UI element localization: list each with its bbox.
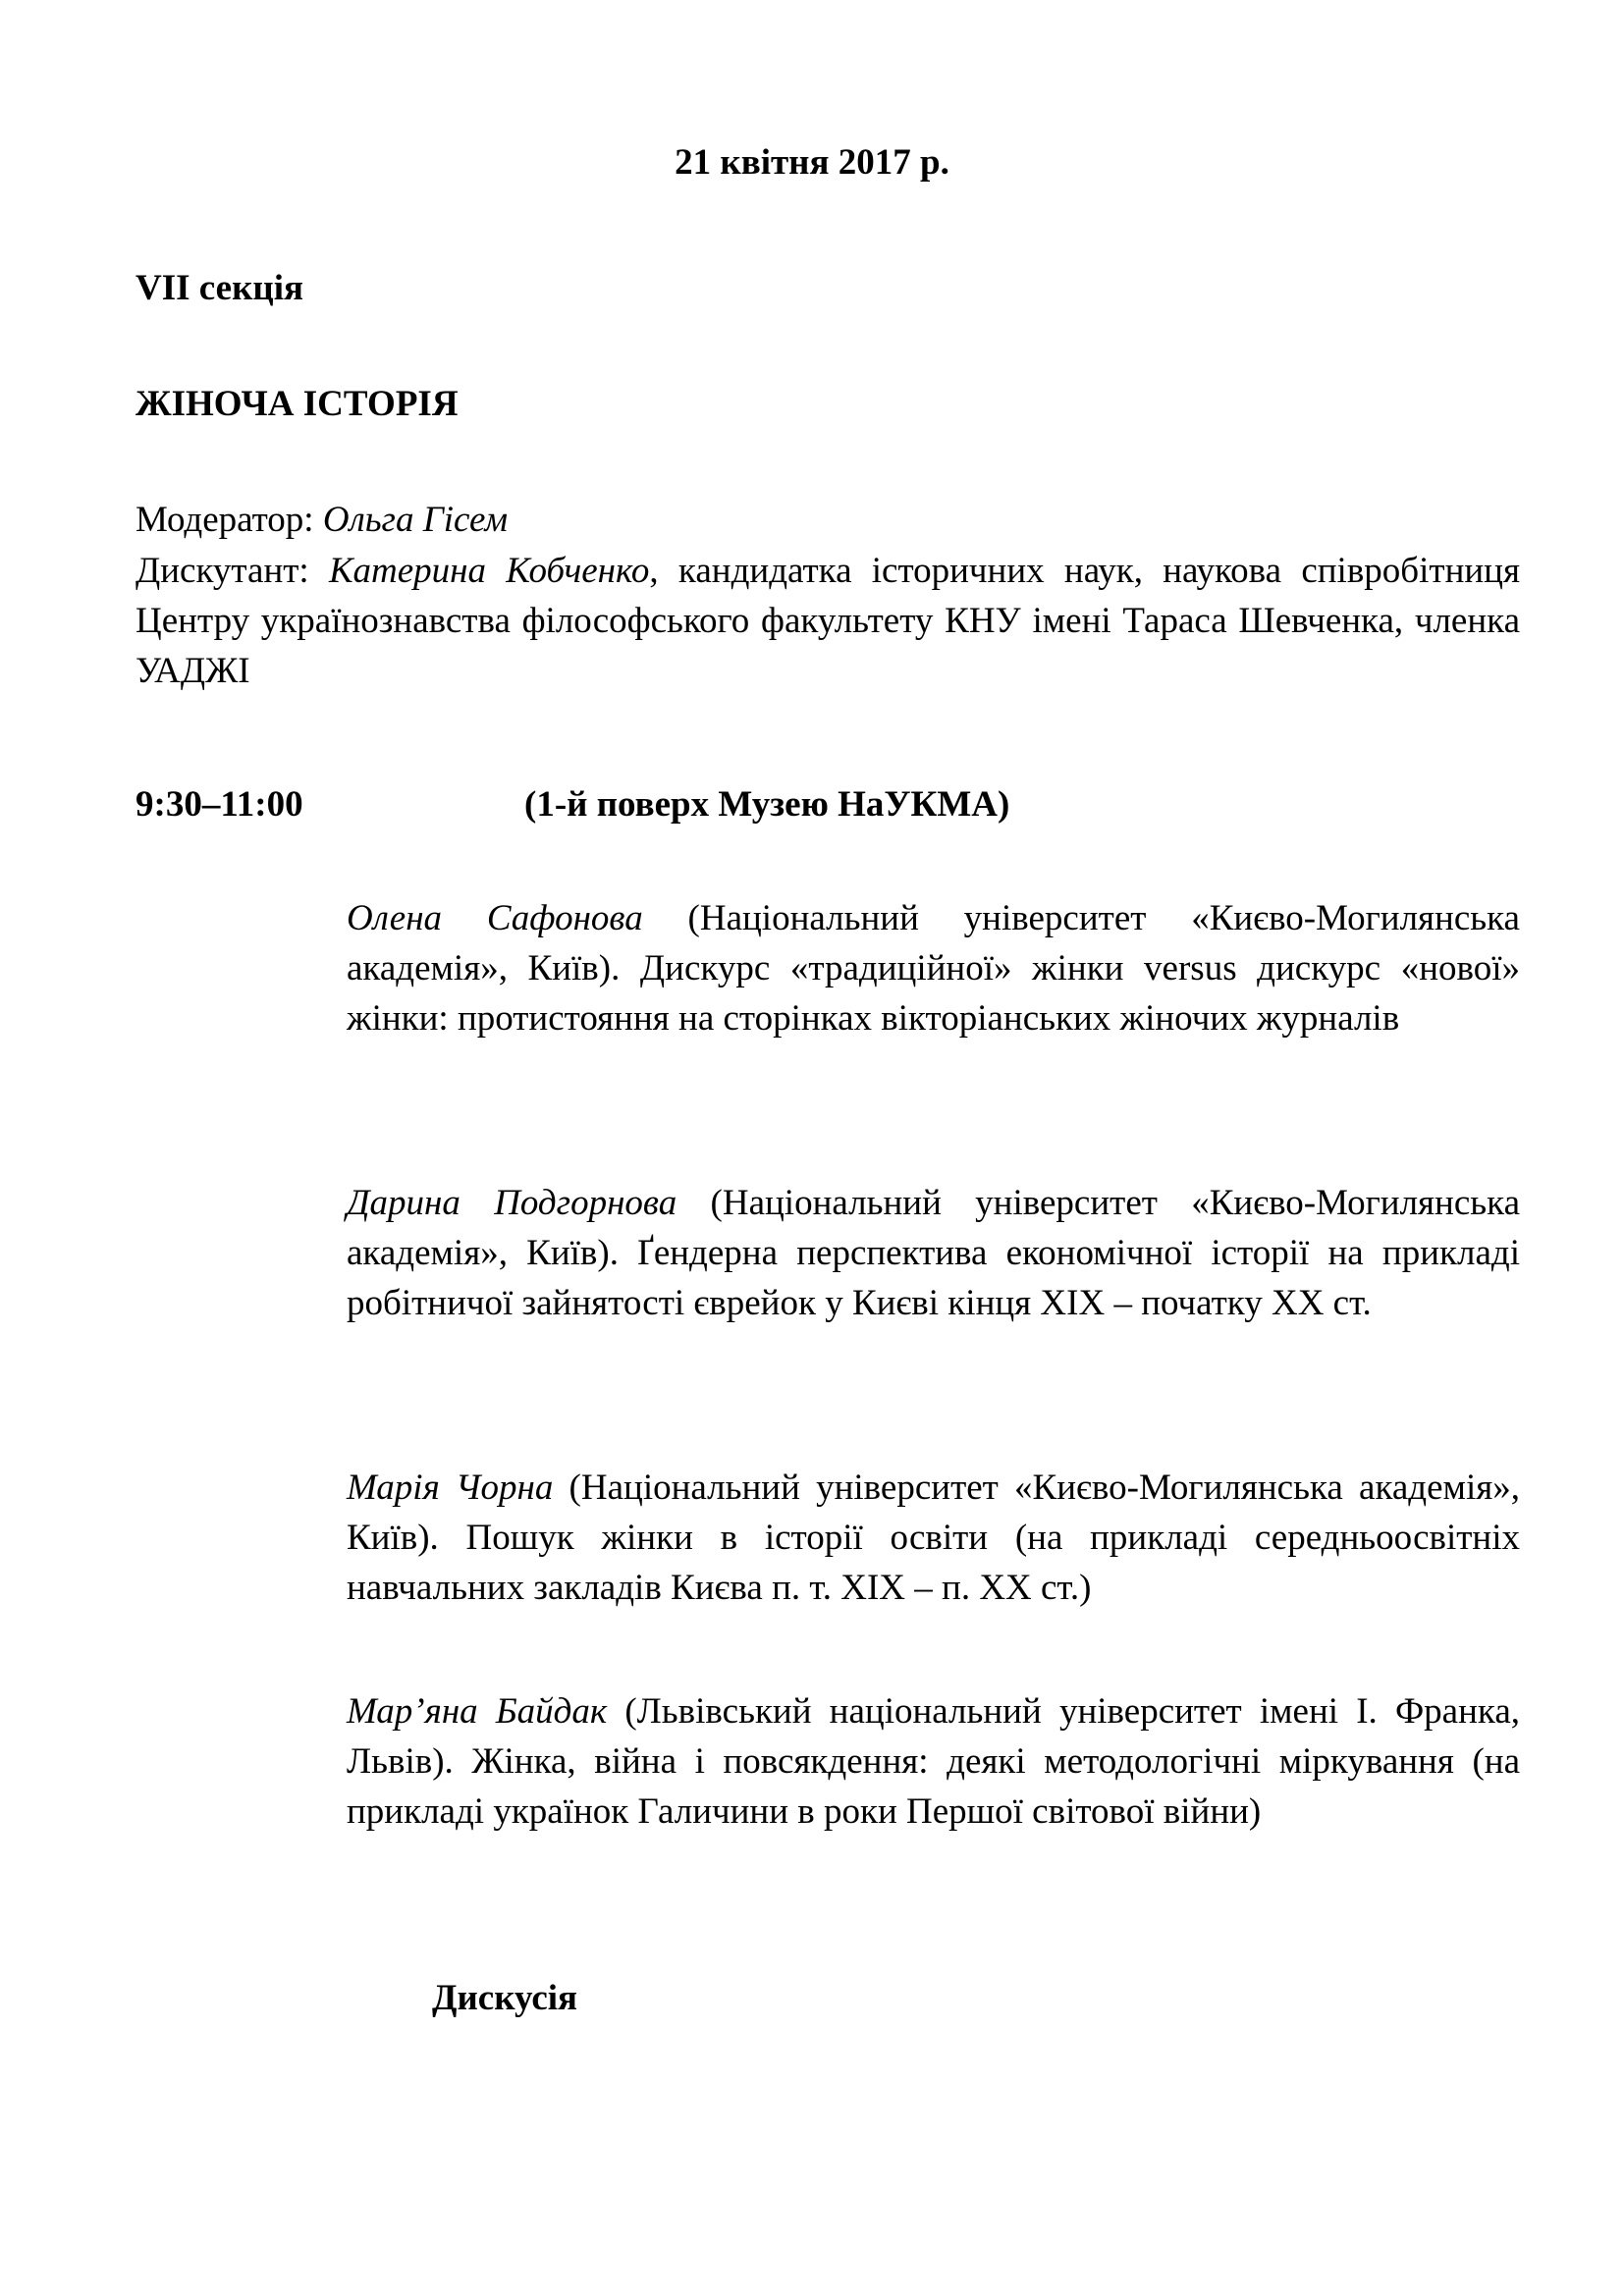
talk-item	[347, 893, 1520, 1043]
talk-speaker: Дарина Подгорнова	[347, 1183, 677, 1223]
session-time: 9:30–11:00	[135, 784, 303, 825]
moderator-line	[135, 495, 1520, 545]
discussant-name: Катерина Кобченко	[328, 551, 650, 591]
discussant-label: Дискутант:	[135, 551, 329, 591]
talk-item	[347, 1686, 1520, 1837]
discussion-label: Дискусія	[432, 1978, 578, 2018]
section-number: VII секція	[135, 268, 303, 308]
talk-item	[347, 1463, 1520, 1613]
talk-text: (Львівський національний університет імені І. Франка, Львів). Жінка, війна і повсякдення: деякі методологічні міркування (на прикладі українок Галичини в роки Першої світової війни)	[347, 1691, 1520, 1832]
talk-item	[347, 1178, 1520, 1328]
section-title: ЖІНОЧА ІСТОРІЯ	[135, 384, 459, 424]
talk-text: (Національний університет «Києво-Могилянська академія», Київ). Дискурс «традиційної» жінки versus дискурс «нової» жінки: протистояння на сторінках вікторіанських жіночих журналів	[347, 898, 1520, 1039]
talk-text: (Національний університет «Києво-Могилянська академія», Київ). Пошук жінки в історії освіти (на прикладі середньоосвітніх навчальних закладів Києва п. т. XIX – п. XX ст.)	[347, 1468, 1520, 1608]
moderator-label: Модератор:	[135, 500, 323, 540]
session-date: 21 квітня 2017 р.	[675, 142, 949, 183]
talk-text: (Національний університет «Києво-Могилянська академія», Київ). Ґендерна перспектива економічної історії на прикладі робітничої зайнятості єврейок у Києві кінця XIX – початку XX ст.	[347, 1183, 1520, 1323]
discussant-details: , кандидатка історичних наук, наукова співробітниця Центру українознавства філософського факультету КНУ імені Тараса Шевченка, членка УАДЖІ	[135, 551, 1520, 691]
talk-speaker: Мар’яна Байдак	[347, 1691, 608, 1732]
session-location: (1-й поверх Музею НаУКМА)	[524, 784, 1010, 825]
talk-speaker: Марія Чорна	[347, 1468, 554, 1508]
discussant-paragraph	[135, 546, 1520, 696]
talk-speaker: Олена Сафонова	[347, 898, 643, 938]
moderator-name: Ольга Гісем	[322, 500, 509, 540]
